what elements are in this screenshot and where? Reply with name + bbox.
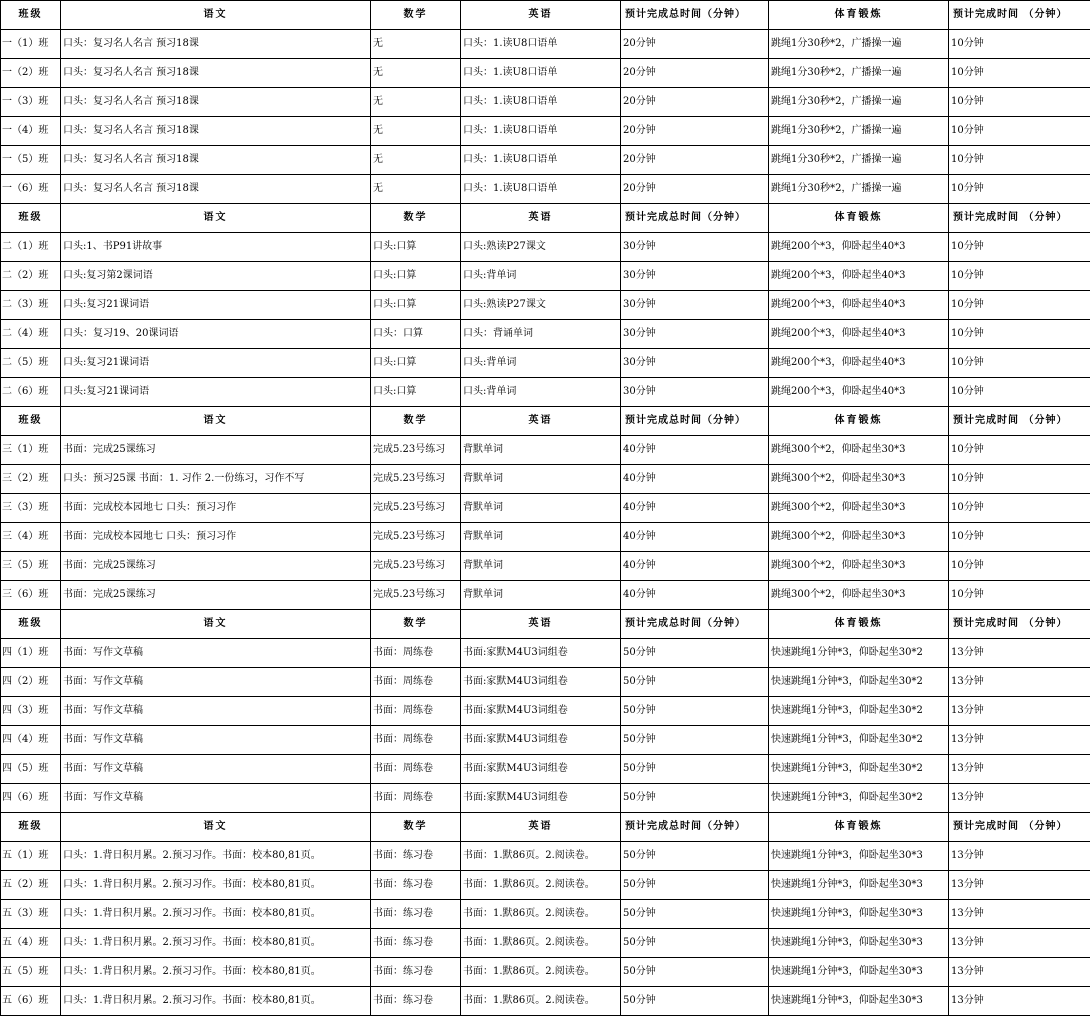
- cell-pe-time: 13分钟: [949, 900, 1090, 929]
- cell-pe: 快速跳绳1分钟*3，仰卧起坐30*3: [769, 929, 949, 958]
- cell-class: 二（1）班: [1, 233, 61, 262]
- cell-pe: 跳绳300个*2，仰卧起坐30*3: [769, 465, 949, 494]
- cell-math: 书面：周练卷: [371, 755, 461, 784]
- cell-total-time: 50分钟: [621, 900, 769, 929]
- cell-math: 书面：周练卷: [371, 784, 461, 813]
- cell-english: 口头:熟读P27课文: [461, 233, 621, 262]
- cell-total-time: 30分钟: [621, 291, 769, 320]
- cell-english: 书面:家默M4U3词组卷: [461, 726, 621, 755]
- cell-class: 二（5）班: [1, 349, 61, 378]
- cell-chinese: 口头：复习名人名言 预习18课: [61, 88, 371, 117]
- cell-english: 口头：1.读U8口语单: [461, 146, 621, 175]
- cell-math: 口头:口算: [371, 291, 461, 320]
- header-english: 英语: [461, 204, 621, 233]
- header-class: 班级: [1, 813, 61, 842]
- cell-english: 书面:家默M4U3词组卷: [461, 697, 621, 726]
- cell-chinese: 书面：写作文草稿: [61, 726, 371, 755]
- cell-math: 完成5.23号练习: [371, 552, 461, 581]
- header-english: 英语: [461, 813, 621, 842]
- table-row: [1, 958, 1090, 987]
- cell-pe: 跳绳1分30秒*2，广播操一遍: [769, 88, 949, 117]
- cell-math: 完成5.23号练习: [371, 494, 461, 523]
- table-row: [1, 320, 1090, 349]
- cell-pe-time: 10分钟: [949, 552, 1090, 581]
- table-row: [1, 668, 1090, 697]
- cell-math: 书面：练习卷: [371, 842, 461, 871]
- table-row: [1, 117, 1090, 146]
- cell-math: 口头：口算: [371, 320, 461, 349]
- header-pe-time: 预计完成时间 （分钟）: [949, 813, 1090, 842]
- cell-pe-time: 13分钟: [949, 697, 1090, 726]
- cell-class: 二（4）班: [1, 320, 61, 349]
- cell-class: 四（3）班: [1, 697, 61, 726]
- header-math: 数学: [371, 813, 461, 842]
- cell-math: 无: [371, 88, 461, 117]
- header-english: 英语: [461, 610, 621, 639]
- header-class: 班级: [1, 610, 61, 639]
- cell-total-time: 50分钟: [621, 726, 769, 755]
- cell-math: 书面：练习卷: [371, 900, 461, 929]
- cell-pe: 跳绳300个*2，仰卧起坐30*3: [769, 552, 949, 581]
- header-math: 数学: [371, 204, 461, 233]
- cell-class: 三（1）班: [1, 436, 61, 465]
- header-class: 班级: [1, 1, 61, 30]
- cell-pe: 快速跳绳1分钟*3，仰卧起坐30*3: [769, 900, 949, 929]
- cell-math: 无: [371, 146, 461, 175]
- cell-chinese: 口头：1.背日积月累。2.预习习作。书面：校本80,81页。: [61, 929, 371, 958]
- cell-pe: 跳绳1分30秒*2，广播操一遍: [769, 59, 949, 88]
- header-chinese: 语文: [61, 813, 371, 842]
- cell-chinese: 书面：写作文草稿: [61, 784, 371, 813]
- header-class: 班级: [1, 407, 61, 436]
- cell-total-time: 40分钟: [621, 494, 769, 523]
- cell-english: 口头：背诵单词: [461, 320, 621, 349]
- cell-english: 口头：1.读U8口语单: [461, 30, 621, 59]
- cell-total-time: 20分钟: [621, 59, 769, 88]
- cell-chinese: 书面：写作文草稿: [61, 668, 371, 697]
- cell-class: 五（4）班: [1, 929, 61, 958]
- header-math: 数学: [371, 1, 461, 30]
- cell-total-time: 50分钟: [621, 755, 769, 784]
- cell-english: 口头：1.读U8口语单: [461, 175, 621, 204]
- cell-math: 完成5.23号练习: [371, 523, 461, 552]
- cell-math: 书面：练习卷: [371, 929, 461, 958]
- cell-chinese: 口头：1.背日积月累。2.预习习作。书面：校本80,81页。: [61, 900, 371, 929]
- cell-total-time: 30分钟: [621, 349, 769, 378]
- cell-class: 四（6）班: [1, 784, 61, 813]
- cell-class: 五（6）班: [1, 987, 61, 1016]
- cell-pe: 快速跳绳1分钟*3，仰卧起坐30*2: [769, 697, 949, 726]
- table-row: [1, 262, 1090, 291]
- cell-pe-time: 13分钟: [949, 639, 1090, 668]
- table-row: [1, 581, 1090, 610]
- cell-total-time: 50分钟: [621, 842, 769, 871]
- table-row: [1, 871, 1090, 900]
- cell-class: 五（3）班: [1, 900, 61, 929]
- cell-class: 三（2）班: [1, 465, 61, 494]
- cell-total-time: 40分钟: [621, 465, 769, 494]
- cell-math: 书面：练习卷: [371, 987, 461, 1016]
- cell-pe-time: 13分钟: [949, 668, 1090, 697]
- table-row: [1, 59, 1090, 88]
- cell-class: 三（4）班: [1, 523, 61, 552]
- cell-english: 口头：1.读U8口语单: [461, 59, 621, 88]
- cell-chinese: 口头：复习名人名言 预习18课: [61, 30, 371, 59]
- cell-pe-time: 13分钟: [949, 958, 1090, 987]
- cell-chinese: 口头:复习21课词语: [61, 291, 371, 320]
- cell-pe: 跳绳200个*3，仰卧起坐40*3: [769, 233, 949, 262]
- cell-math: 书面：周练卷: [371, 726, 461, 755]
- header-pe-time: 预计完成时间 （分钟）: [949, 204, 1090, 233]
- table-row: [1, 987, 1090, 1016]
- header-row: [1, 813, 1090, 842]
- cell-total-time: 30分钟: [621, 233, 769, 262]
- cell-total-time: 20分钟: [621, 30, 769, 59]
- cell-chinese: 口头：复习名人名言 预习18课: [61, 175, 371, 204]
- table-row: [1, 436, 1090, 465]
- table-row: [1, 755, 1090, 784]
- cell-pe: 快速跳绳1分钟*3，仰卧起坐30*2: [769, 784, 949, 813]
- cell-pe-time: 13分钟: [949, 871, 1090, 900]
- cell-math: 完成5.23号练习: [371, 465, 461, 494]
- cell-pe: 快速跳绳1分钟*3，仰卧起坐30*3: [769, 871, 949, 900]
- cell-total-time: 30分钟: [621, 262, 769, 291]
- cell-pe: 快速跳绳1分钟*3，仰卧起坐30*3: [769, 987, 949, 1016]
- cell-english: 背默单词: [461, 465, 621, 494]
- cell-pe-time: 13分钟: [949, 842, 1090, 871]
- cell-english: 书面：1.默86页。2.阅读卷。: [461, 987, 621, 1016]
- table-row: [1, 552, 1090, 581]
- table-row: [1, 349, 1090, 378]
- cell-total-time: 20分钟: [621, 146, 769, 175]
- cell-class: 四（2）班: [1, 668, 61, 697]
- cell-chinese: 书面：完成25课练习: [61, 436, 371, 465]
- cell-english: 书面：1.默86页。2.阅读卷。: [461, 842, 621, 871]
- cell-chinese: 口头：1.背日积月累。2.预习习作。书面：校本80,81页。: [61, 958, 371, 987]
- cell-chinese: 书面：写作文草稿: [61, 639, 371, 668]
- cell-class: 一（4）班: [1, 117, 61, 146]
- table-row: [1, 88, 1090, 117]
- header-total-time: 预计完成总时间（分钟）: [621, 610, 769, 639]
- cell-math: 书面：周练卷: [371, 639, 461, 668]
- cell-pe-time: 10分钟: [949, 233, 1090, 262]
- cell-class: 三（6）班: [1, 581, 61, 610]
- cell-english: 书面:家默M4U3词组卷: [461, 668, 621, 697]
- table-row: [1, 784, 1090, 813]
- header-pe-time: 预计完成时间 （分钟）: [949, 1, 1090, 30]
- cell-total-time: 50分钟: [621, 697, 769, 726]
- cell-english: 书面:家默M4U3词组卷: [461, 784, 621, 813]
- cell-class: 四（4）班: [1, 726, 61, 755]
- table-row: [1, 639, 1090, 668]
- cell-pe-time: 13分钟: [949, 987, 1090, 1016]
- cell-chinese: 书面：写作文草稿: [61, 755, 371, 784]
- cell-class: 四（5）班: [1, 755, 61, 784]
- header-pe: 体育锻炼: [769, 204, 949, 233]
- table-row: [1, 465, 1090, 494]
- cell-pe: 跳绳200个*3，仰卧起坐40*3: [769, 262, 949, 291]
- cell-chinese: 口头:1、书P91讲故事: [61, 233, 371, 262]
- cell-english: 口头：1.读U8口语单: [461, 117, 621, 146]
- table-row: [1, 726, 1090, 755]
- cell-pe-time: 13分钟: [949, 784, 1090, 813]
- cell-total-time: 50分钟: [621, 929, 769, 958]
- cell-chinese: 口头:复习21课词语: [61, 349, 371, 378]
- cell-pe-time: 10分钟: [949, 320, 1090, 349]
- cell-math: 口头:口算: [371, 378, 461, 407]
- cell-english: 口头：1.读U8口语单: [461, 88, 621, 117]
- cell-class: 一（2）班: [1, 59, 61, 88]
- cell-pe-time: 10分钟: [949, 494, 1090, 523]
- cell-english: 书面：1.默86页。2.阅读卷。: [461, 929, 621, 958]
- cell-total-time: 20分钟: [621, 175, 769, 204]
- cell-math: 口头:口算: [371, 262, 461, 291]
- table-row: [1, 378, 1090, 407]
- cell-pe: 跳绳1分30秒*2，广播操一遍: [769, 30, 949, 59]
- cell-class: 三（5）班: [1, 552, 61, 581]
- cell-class: 五（2）班: [1, 871, 61, 900]
- cell-pe: 跳绳200个*3，仰卧起坐40*3: [769, 349, 949, 378]
- cell-math: 书面：周练卷: [371, 697, 461, 726]
- cell-class: 一（5）班: [1, 146, 61, 175]
- table-row: [1, 842, 1090, 871]
- cell-chinese: 口头：1.背日积月累。2.预习习作。书面：校本80,81页。: [61, 842, 371, 871]
- header-total-time: 预计完成总时间（分钟）: [621, 813, 769, 842]
- cell-chinese: 口头：1.背日积月累。2.预习习作。书面：校本80,81页。: [61, 871, 371, 900]
- cell-chinese: 书面：完成25课练习: [61, 552, 371, 581]
- cell-pe-time: 10分钟: [949, 117, 1090, 146]
- table-row: [1, 494, 1090, 523]
- header-english: 英语: [461, 1, 621, 30]
- header-pe: 体育锻炼: [769, 610, 949, 639]
- header-chinese: 语文: [61, 407, 371, 436]
- cell-pe-time: 10分钟: [949, 146, 1090, 175]
- cell-chinese: 书面：写作文草稿: [61, 697, 371, 726]
- cell-chinese: 口头：复习名人名言 预习18课: [61, 117, 371, 146]
- cell-pe-time: 10分钟: [949, 349, 1090, 378]
- cell-english: 背默单词: [461, 552, 621, 581]
- cell-class: 五（1）班: [1, 842, 61, 871]
- header-row: [1, 407, 1090, 436]
- cell-class: 一（6）班: [1, 175, 61, 204]
- cell-pe-time: 10分钟: [949, 436, 1090, 465]
- cell-pe: 跳绳300个*2，仰卧起坐30*3: [769, 581, 949, 610]
- cell-pe: 跳绳200个*3，仰卧起坐40*3: [769, 320, 949, 349]
- cell-english: 背默单词: [461, 523, 621, 552]
- cell-english: 背默单词: [461, 581, 621, 610]
- header-english: 英语: [461, 407, 621, 436]
- cell-chinese: 书面：完成25课练习: [61, 581, 371, 610]
- table-row: [1, 697, 1090, 726]
- table-row: [1, 146, 1090, 175]
- cell-pe: 跳绳200个*3，仰卧起坐40*3: [769, 378, 949, 407]
- cell-pe: 跳绳200个*3，仰卧起坐40*3: [769, 291, 949, 320]
- cell-pe-time: 10分钟: [949, 88, 1090, 117]
- cell-chinese: 口头:复习第2课词语: [61, 262, 371, 291]
- cell-pe-time: 10分钟: [949, 262, 1090, 291]
- cell-chinese: 书面：完成校本园地七 口头：预习习作: [61, 523, 371, 552]
- cell-class: 五（5）班: [1, 958, 61, 987]
- cell-pe-time: 10分钟: [949, 523, 1090, 552]
- header-chinese: 语文: [61, 1, 371, 30]
- cell-total-time: 40分钟: [621, 523, 769, 552]
- cell-pe-time: 10分钟: [949, 59, 1090, 88]
- cell-english: 书面：1.默86页。2.阅读卷。: [461, 900, 621, 929]
- cell-pe: 跳绳1分30秒*2，广播操一遍: [769, 117, 949, 146]
- table-body: [1, 1, 1090, 1016]
- cell-pe: 跳绳300个*2，仰卧起坐30*3: [769, 436, 949, 465]
- cell-pe: 跳绳300个*2，仰卧起坐30*3: [769, 523, 949, 552]
- cell-pe: 快速跳绳1分钟*3，仰卧起坐30*2: [769, 726, 949, 755]
- cell-total-time: 30分钟: [621, 320, 769, 349]
- cell-total-time: 40分钟: [621, 436, 769, 465]
- cell-english: 书面:家默M4U3词组卷: [461, 639, 621, 668]
- cell-pe: 快速跳绳1分钟*3，仰卧起坐30*2: [769, 639, 949, 668]
- header-pe-time: 预计完成时间 （分钟）: [949, 610, 1090, 639]
- cell-english: 书面:家默M4U3词组卷: [461, 755, 621, 784]
- cell-math: 书面：练习卷: [371, 871, 461, 900]
- cell-pe-time: 13分钟: [949, 929, 1090, 958]
- table-row: [1, 900, 1090, 929]
- cell-math: 书面：练习卷: [371, 958, 461, 987]
- cell-math: 无: [371, 59, 461, 88]
- cell-math: 完成5.23号练习: [371, 581, 461, 610]
- cell-pe: 跳绳1分30秒*2，广播操一遍: [769, 146, 949, 175]
- cell-math: 无: [371, 175, 461, 204]
- cell-pe: 跳绳300个*2，仰卧起坐30*3: [769, 494, 949, 523]
- header-pe: 体育锻炼: [769, 813, 949, 842]
- cell-pe-time: 10分钟: [949, 465, 1090, 494]
- header-total-time: 预计完成总时间（分钟）: [621, 204, 769, 233]
- header-total-time: 预计完成总时间（分钟）: [621, 407, 769, 436]
- cell-chinese: 口头：复习名人名言 预习18课: [61, 59, 371, 88]
- cell-total-time: 50分钟: [621, 871, 769, 900]
- cell-total-time: 20分钟: [621, 117, 769, 146]
- cell-english: 书面：1.默86页。2.阅读卷。: [461, 871, 621, 900]
- cell-total-time: 40分钟: [621, 552, 769, 581]
- cell-pe: 快速跳绳1分钟*3，仰卧起坐30*2: [769, 755, 949, 784]
- cell-total-time: 40分钟: [621, 581, 769, 610]
- cell-pe-time: 13分钟: [949, 755, 1090, 784]
- cell-chinese: 口头：1.背日积月累。2.预习习作。书面：校本80,81页。: [61, 987, 371, 1016]
- cell-math: 完成5.23号练习: [371, 436, 461, 465]
- cell-class: 二（6）班: [1, 378, 61, 407]
- cell-class: 四（1）班: [1, 639, 61, 668]
- header-math: 数学: [371, 407, 461, 436]
- header-total-time: 预计完成总时间（分钟）: [621, 1, 769, 30]
- cell-pe-time: 10分钟: [949, 175, 1090, 204]
- cell-total-time: 50分钟: [621, 987, 769, 1016]
- header-math: 数学: [371, 610, 461, 639]
- cell-class: 二（3）班: [1, 291, 61, 320]
- header-chinese: 语文: [61, 204, 371, 233]
- cell-english: 口头:背单词: [461, 349, 621, 378]
- header-row: [1, 1, 1090, 30]
- cell-class: 二（2）班: [1, 262, 61, 291]
- cell-math: 无: [371, 117, 461, 146]
- table-row: [1, 30, 1090, 59]
- header-pe: 体育锻炼: [769, 1, 949, 30]
- cell-english: 口头:熟读P27课文: [461, 291, 621, 320]
- cell-total-time: 50分钟: [621, 668, 769, 697]
- cell-english: 口头:背单词: [461, 378, 621, 407]
- cell-english: 背默单词: [461, 436, 621, 465]
- cell-english: 书面：1.默86页。2.阅读卷。: [461, 958, 621, 987]
- table-row: [1, 523, 1090, 552]
- cell-english: 背默单词: [461, 494, 621, 523]
- cell-total-time: 20分钟: [621, 88, 769, 117]
- header-class: 班级: [1, 204, 61, 233]
- header-chinese: 语文: [61, 610, 371, 639]
- cell-english: 口头:背单词: [461, 262, 621, 291]
- table-row: [1, 175, 1090, 204]
- cell-pe-time: 10分钟: [949, 581, 1090, 610]
- cell-pe-time: 13分钟: [949, 726, 1090, 755]
- cell-class: 一（1）班: [1, 30, 61, 59]
- cell-math: 口头:口算: [371, 349, 461, 378]
- cell-math: 口头:口算: [371, 233, 461, 262]
- table-row: [1, 233, 1090, 262]
- cell-pe: 跳绳1分30秒*2，广播操一遍: [769, 175, 949, 204]
- cell-chinese: 口头：预习25课 书面：1. 习作 2.一份练习，习作不写: [61, 465, 371, 494]
- cell-chinese: 口头：复习19、20课词语: [61, 320, 371, 349]
- cell-pe-time: 10分钟: [949, 378, 1090, 407]
- cell-math: 书面：周练卷: [371, 668, 461, 697]
- cell-class: 一（3）班: [1, 88, 61, 117]
- cell-total-time: 50分钟: [621, 958, 769, 987]
- cell-pe: 快速跳绳1分钟*3，仰卧起坐30*2: [769, 668, 949, 697]
- cell-total-time: 50分钟: [621, 639, 769, 668]
- cell-pe: 快速跳绳1分钟*3，仰卧起坐30*3: [769, 958, 949, 987]
- header-row: [1, 610, 1090, 639]
- header-row: [1, 204, 1090, 233]
- cell-math: 无: [371, 30, 461, 59]
- cell-pe-time: 10分钟: [949, 30, 1090, 59]
- cell-chinese: 书面：完成校本园地七 口头：预习习作: [61, 494, 371, 523]
- cell-chinese: 口头：复习名人名言 预习18课: [61, 146, 371, 175]
- cell-total-time: 30分钟: [621, 378, 769, 407]
- cell-class: 三（3）班: [1, 494, 61, 523]
- table-row: [1, 929, 1090, 958]
- table-row: [1, 291, 1090, 320]
- header-pe-time: 预计完成时间 （分钟）: [949, 407, 1090, 436]
- cell-pe-time: 10分钟: [949, 291, 1090, 320]
- cell-chinese: 口头:复习21课词语: [61, 378, 371, 407]
- header-pe: 体育锻炼: [769, 407, 949, 436]
- cell-pe: 快速跳绳1分钟*3，仰卧起坐30*3: [769, 842, 949, 871]
- cell-total-time: 50分钟: [621, 784, 769, 813]
